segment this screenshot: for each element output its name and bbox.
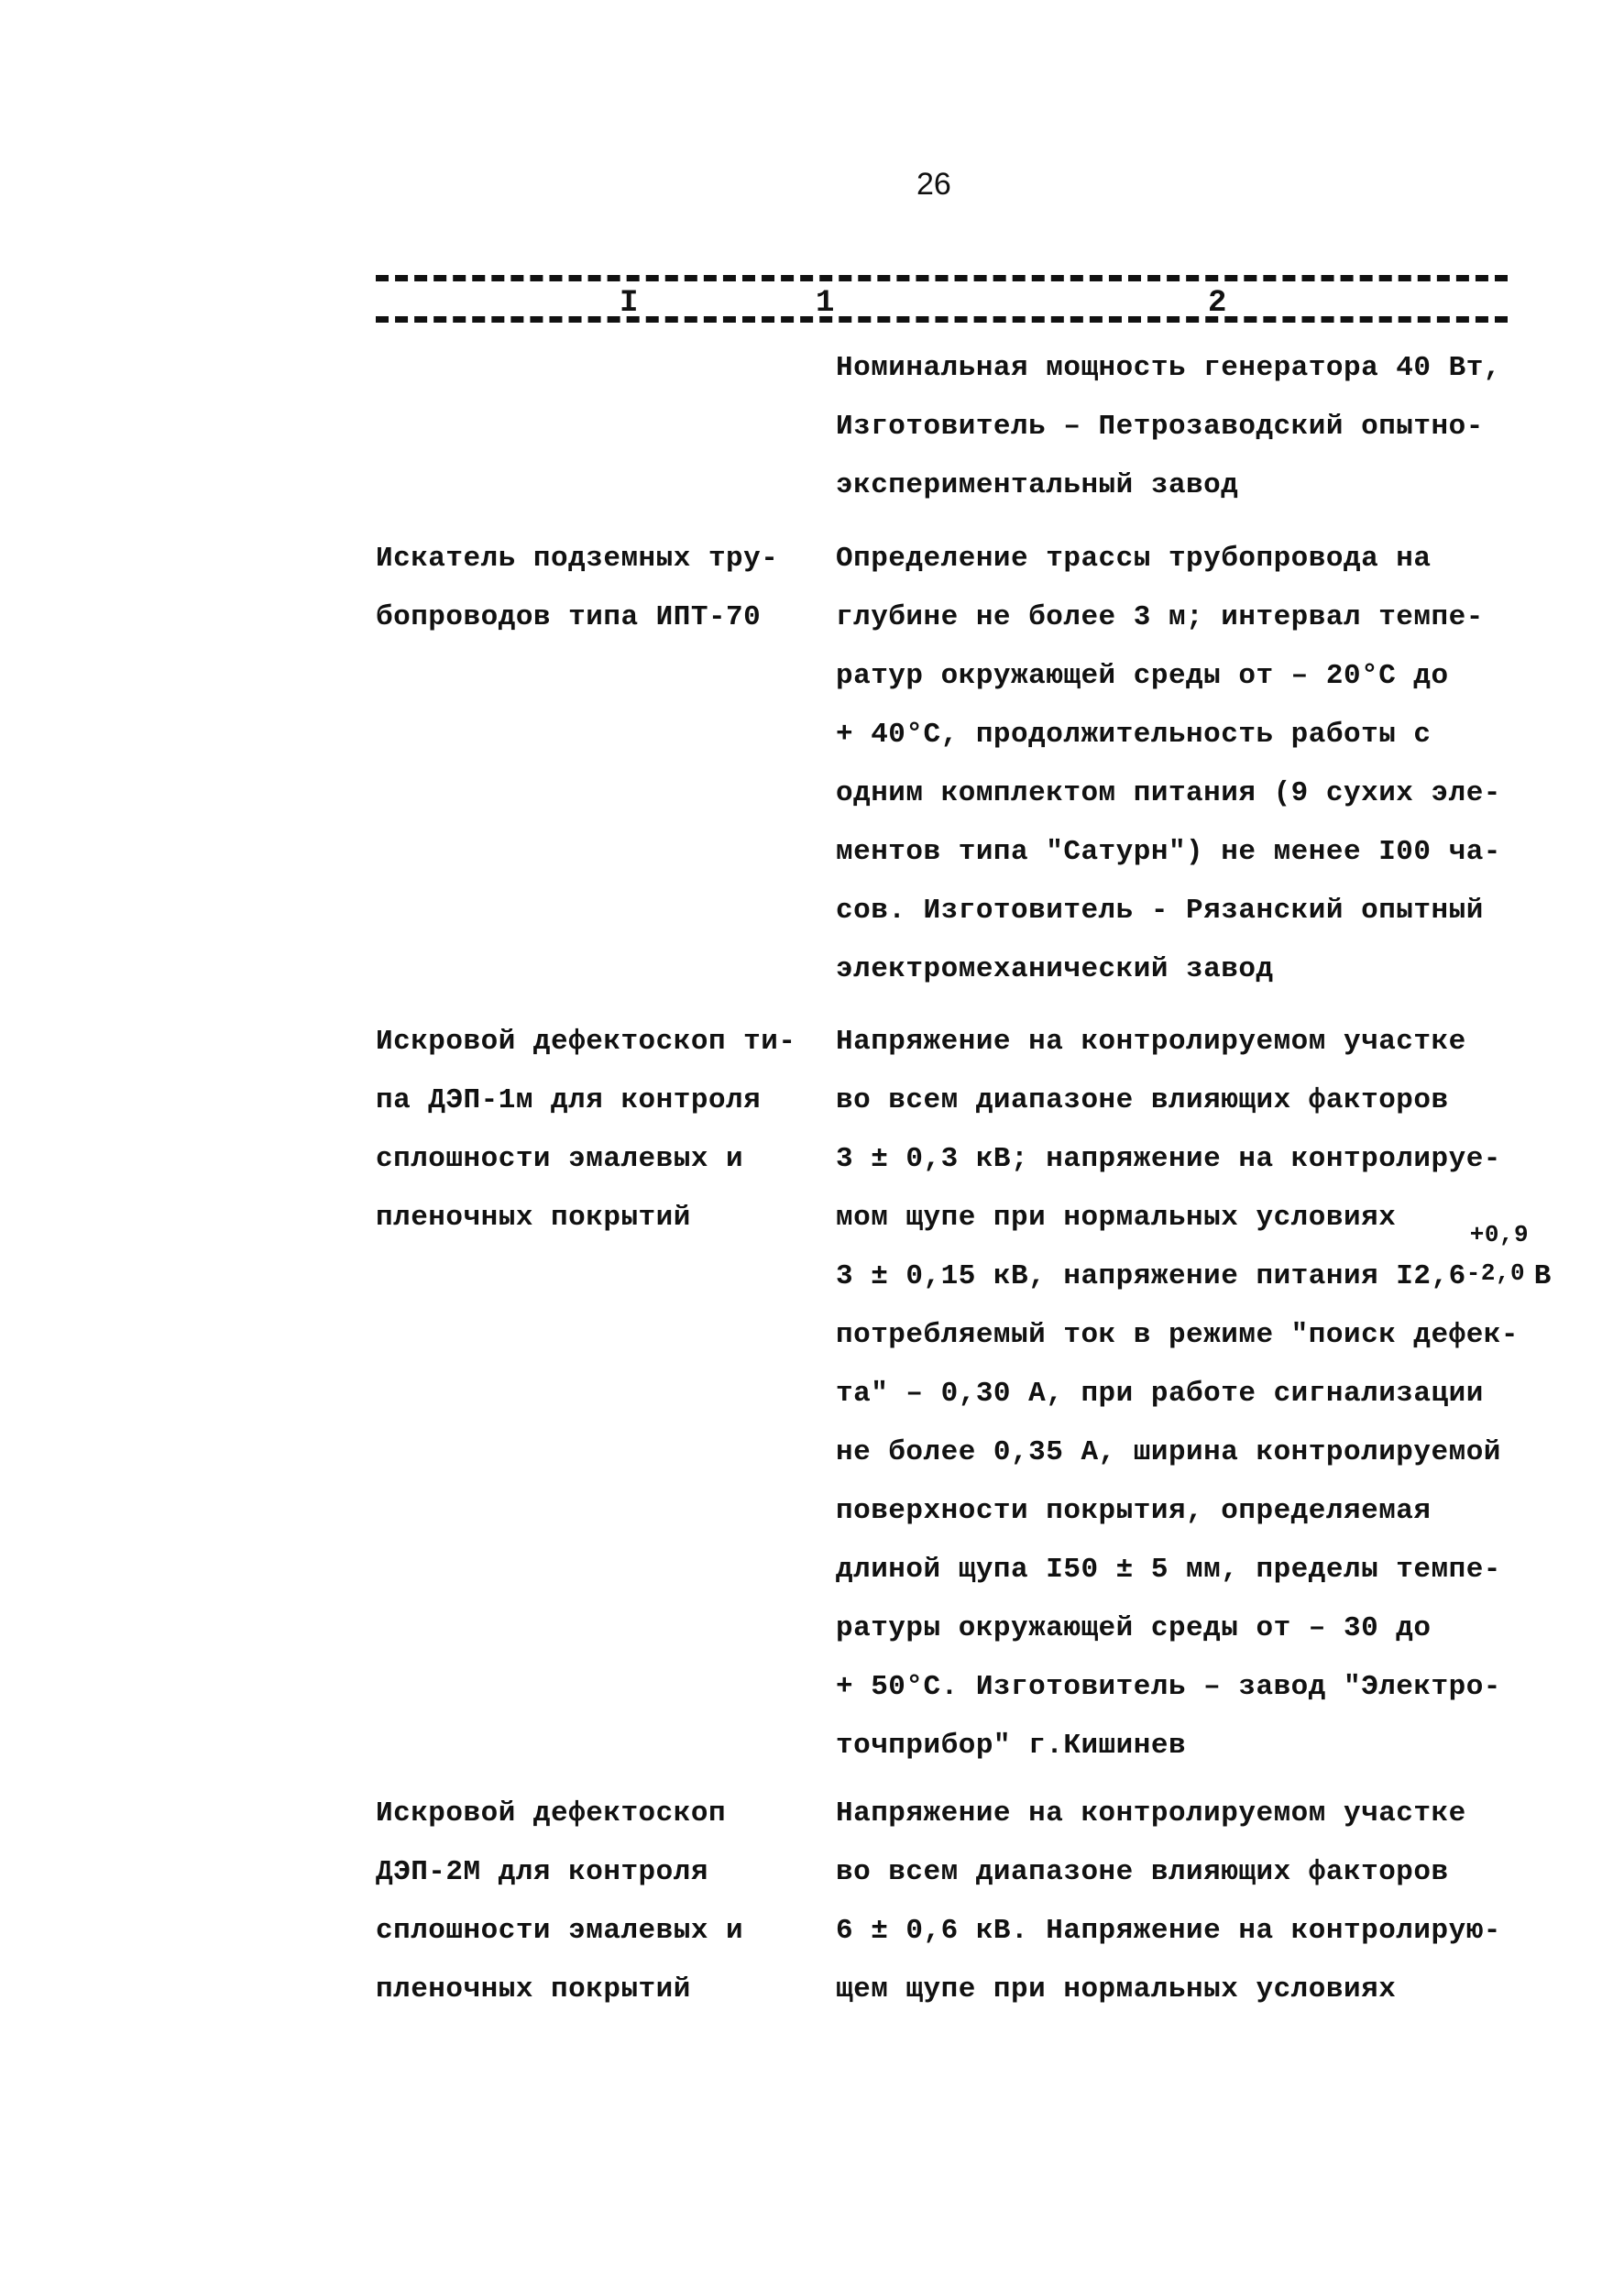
text-line: Изготовитель – Петрозаводский опытно- — [836, 411, 1484, 443]
text-line: сплошности эмалевых и — [376, 1915, 744, 1947]
text-line: во всем диапазоне влияющих факторов — [836, 1856, 1449, 1888]
column-number-1: I — [620, 286, 639, 321]
column-number-2: 2 — [1208, 286, 1227, 321]
text-line: + 40°С, продолжительность работы с — [836, 719, 1432, 751]
text-line: потребляемый ток в режиме "поиск дефек- — [836, 1319, 1520, 1351]
row-4-description — [836, 1785, 1501, 2019]
tolerance-plus: +0,9 — [1469, 1221, 1530, 1248]
row-2-description — [836, 530, 1501, 999]
text-line: 3 ± 0,3 кВ; напряжение на контролируе- — [836, 1143, 1501, 1175]
text-line: 6 ± 0,6 кВ. Напряжение на контролирую- — [836, 1915, 1501, 1947]
text-line: глубине не более 3 м; интервал темпе- — [836, 601, 1484, 633]
table-header-rule-top — [376, 275, 1508, 281]
text-line: бопроводов типа ИПТ-70 — [376, 601, 762, 633]
text-line: ментов типа "Сатурн") не менее I00 ча- — [836, 836, 1501, 868]
text-line: длиной щупа I50 ± 5 мм, пределы темпе- — [836, 1554, 1501, 1586]
text-line: па ДЭП-1м для контроля — [376, 1084, 762, 1116]
text-line: Напряжение на контролируемом участке — [836, 1797, 1466, 1830]
tolerance-minus: -2,0 — [1465, 1259, 1526, 1287]
row-4-device-name — [376, 1785, 743, 2019]
text-line: ратур окружающей среды от – 20°С до — [836, 660, 1449, 692]
row-1-description — [836, 339, 1501, 515]
text-line: одним комплектом питания (9 сухих эле- — [836, 777, 1501, 809]
text-line: Искровой дефектоскоп — [376, 1797, 727, 1830]
row-3-description — [836, 1013, 1552, 1775]
text-line: поверхности покрытия, определяемая — [836, 1495, 1432, 1527]
text-line: Напряжение на контролируемом участке — [836, 1026, 1466, 1058]
page-number: 26 — [916, 167, 951, 202]
text-line: Определение трассы трубопровода на — [836, 543, 1432, 575]
tolerance — [1465, 1221, 1530, 1287]
text-line: электромеханический завод — [836, 953, 1274, 985]
text-line: ДЭП-2М для контроля — [376, 1856, 708, 1888]
text-line: та" – 0,30 А, при работе сигнализации — [836, 1378, 1484, 1410]
unit: В — [1533, 1260, 1552, 1292]
text-line: не более 0,35 А, ширина контролируемой — [836, 1436, 1501, 1468]
text-line: во всем диапазоне влияющих факторов — [836, 1084, 1449, 1116]
text-line: + 50°С. Изготовитель – завод "Электро- — [836, 1671, 1501, 1703]
text-line: пленочных покрытий — [376, 1202, 691, 1234]
row-2-device-name — [376, 530, 778, 647]
text-line: Искровой дефектоскоп ти- — [376, 1026, 796, 1058]
text-segment: 3 ± 0,15 кВ, напряжение питания I2,6 — [836, 1260, 1466, 1292]
text-line: точприбор" г.Кишинев — [836, 1730, 1187, 1762]
text-line: мом щупе при нормальных условиях — [836, 1202, 1397, 1234]
text-line: сплошности эмалевых и — [376, 1143, 744, 1175]
text-line: щем щупе при нормальных условиях — [836, 1973, 1397, 2006]
table-header-rule-bottom — [376, 316, 1508, 323]
text-line: экспериментальный завод — [836, 469, 1239, 501]
text-line: Номинальная мощность генератора 40 Вт, — [836, 352, 1501, 384]
column-divider-number: 1 — [816, 286, 835, 321]
voltage-line — [836, 1221, 1552, 1306]
text-line: ратуры окружающей среды от – 30 до — [836, 1612, 1432, 1644]
text-line: сов. Изготовитель - Рязанский опытный — [836, 895, 1484, 927]
row-3-device-name — [376, 1013, 796, 1247]
text-line: Искатель подземных тру- — [376, 543, 779, 575]
text-line: пленочных покрытий — [376, 1973, 691, 2006]
